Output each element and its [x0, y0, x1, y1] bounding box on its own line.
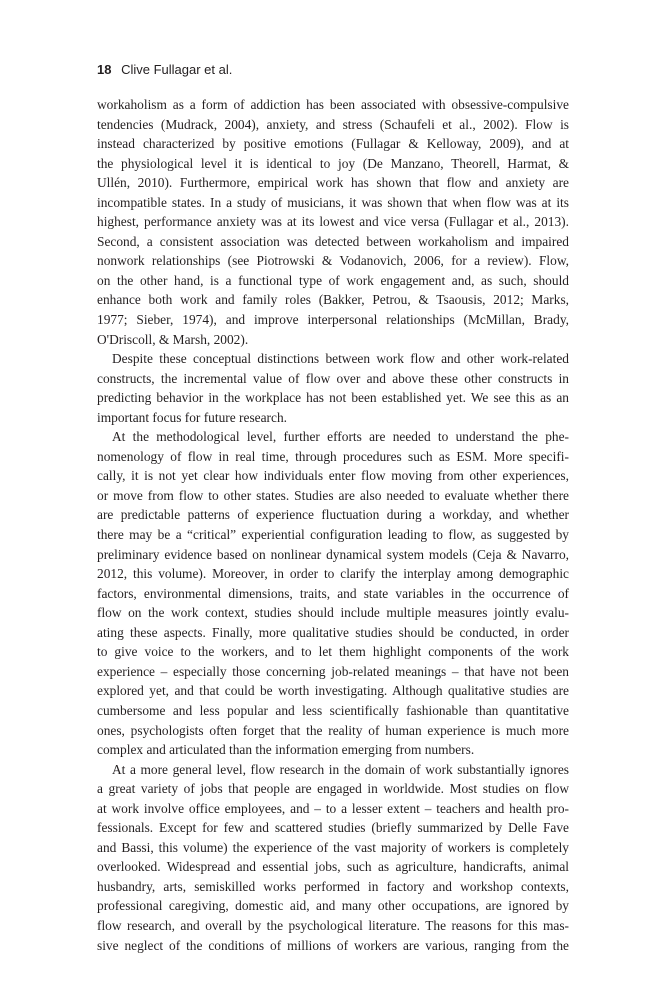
paragraph: [97, 95, 569, 349]
text-line: sive neglect of the conditions of millions of workers are various, ranging from the: [97, 937, 569, 953]
text-line: the physiological level it is identical to joy (De Manzano, Theorell, Harmat, &: [97, 155, 569, 171]
text-line: Second, a consistent association was detected between workaholism and impaired: [97, 233, 569, 249]
paragraph: [97, 349, 569, 427]
text-line: tendencies (Mudrack, 2004), anxiety, and stress (Schaufeli et al., 2002). Flow is: [97, 116, 569, 132]
text-line: ating these aspects. Finally, more qualitative studies should be conducted, in order: [97, 624, 569, 640]
paragraph: [97, 760, 569, 955]
text-line: workaholism as a form of addiction has been associated with obsessive-compulsive: [97, 97, 569, 112]
paragraph: [97, 427, 569, 759]
text-line: 2012, this volume). Moreover, in order to clarify the interplay among demographic: [97, 566, 569, 582]
text-line: incompatible states. In a study of musicians, it was shown that when flow was at its: [97, 194, 569, 210]
text-line: Ullén, 2010). Furthermore, empirical work has shown that flow and anxiety are: [97, 175, 569, 191]
text-line: overlooked. Widespread and essential jobs, such as agriculture, handicrafts, animal: [97, 859, 569, 875]
text-line: are predictable patterns of experience fluctuation during a workday, and whether: [97, 507, 569, 523]
text-line: 1977; Sieber, 1974), and improve interpersonal relationships (McMillan, Brady,: [97, 312, 569, 328]
text-line: predicting behavior in the workplace has not been established yet. We see this as an: [97, 390, 569, 406]
text-line: preliminary evidence based on nonlinear dynamical system models (Ceja & Navarro,: [97, 546, 569, 562]
text-line: O'Driscoll, & Marsh, 2002).: [97, 331, 249, 347]
text-line: explored yet, and that could be worth investigating. Although qualitative studies are: [97, 683, 569, 699]
page-number: 18: [97, 62, 112, 77]
text-line: enhance both work and family roles (Bakker, Petrou, & Tsaousis, 2012; Marks,: [97, 292, 569, 308]
text-line: At the methodological level, further efforts are needed to understand the phe-: [112, 429, 569, 445]
text-line: highest, performance anxiety was at its lowest and vice versa (Fullagar et al., 2013).: [97, 214, 569, 230]
text-line: nonwork relationships (see Piotrowski & Vodanovich, 2006, for a review). Flow,: [97, 253, 569, 269]
text-line: nomenology of flow in real time, through procedures such as ESM. More specifi-: [97, 448, 569, 464]
text-line: husbandry, arts, semiskilled works performed in factory and workshop contexts,: [97, 878, 569, 894]
running-head: [97, 62, 232, 77]
text-line: cumbersome and less popular and less scientifically fashionable than quantitative: [97, 702, 569, 718]
text-line: flow on the work context, studies should include multiple measures jointly evalu-: [97, 605, 569, 621]
running-title: Clive Fullagar et al.: [121, 62, 233, 77]
text-line: experience – especially those concerning job-related meanings – that have not been: [97, 663, 569, 679]
text-line: complex and articulated than the information emerging from numbers.: [97, 742, 475, 758]
text-line: and Bassi, this volume) the experience of the vast majority of workers is completely: [97, 839, 569, 855]
text-line: fessionals. Except for few and scattered studies (briefly summarized by Delle Fave: [97, 820, 569, 836]
text-line: on the other hand, is a functional type of work engagement and, as such, should: [97, 272, 569, 288]
text-line: constructs, the incremental value of flow over and above these other constructs in: [97, 370, 569, 386]
text-line: to give voice to the workers, and to let them highlight components of the work: [97, 644, 569, 660]
text-line: instead characterized by positive emotions (Fullagar & Kelloway, 2009), and at: [97, 136, 569, 152]
text-line: or move from flow to other states. Studies are also needed to evaluate whether there: [97, 487, 569, 503]
text-line: Despite these conceptual distinctions between work flow and other work-related: [112, 351, 569, 367]
body-text: [97, 95, 569, 955]
text-line: there may be a “critical” experiential configuration leading to flow, as suggested by: [97, 527, 569, 543]
text-line: a great variety of jobs that people are engaged in worldwide. Most studies on flow: [97, 781, 569, 797]
text-line: ones, psychologists often forget that the reality of human experience is much more: [97, 722, 569, 738]
text-line: factors, environmental dimensions, traits, and state variables in the occurrence of: [97, 585, 569, 601]
text-line: cally, it is not yet clear how individuals enter flow moving from other experiences,: [97, 468, 569, 484]
text-line: At a more general level, flow research in the domain of work substantially ignores: [112, 761, 569, 777]
text-line: professional caregiving, domestic aid, and many other occupations, are ignored by: [97, 898, 569, 914]
text-line: important focus for future research.: [97, 409, 287, 425]
text-line: flow research, and overall by the psychological literature. The reasons for this mas-: [97, 917, 569, 933]
text-line: at work involve office employees, and – to a lesser extent – teachers and health pro-: [97, 800, 569, 816]
